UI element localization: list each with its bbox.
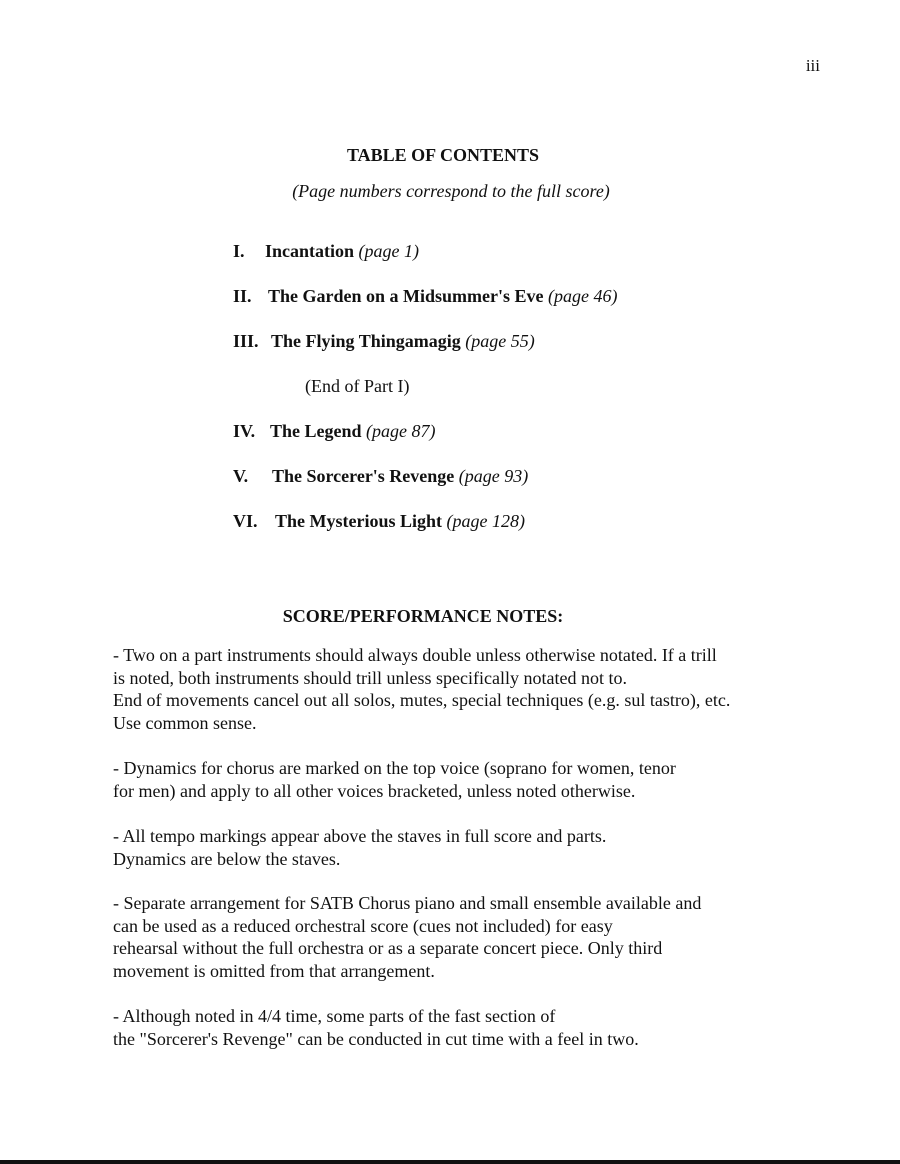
toc-entry-6	[233, 511, 525, 532]
page-bottom-border	[0, 1160, 900, 1164]
toc-part-end-note: (End of Part I)	[305, 376, 410, 396]
toc-title: TABLE OF CONTENTS	[346, 145, 540, 165]
note-line: for men) and apply to all other voices bracketed, unless noted otherwise.	[113, 780, 636, 801]
note-line: Use common sense.	[113, 712, 257, 733]
toc-entry-1	[233, 241, 419, 262]
toc-entry-numeral: II.	[233, 286, 252, 306]
toc-entry-page: (page 55)	[465, 331, 535, 351]
toc-entry-page: (page 93)	[458, 466, 529, 486]
toc-entry-page: (page 1)	[358, 241, 419, 261]
note-line: - All tempo markings appear above the staves in full score and parts.	[113, 826, 607, 846]
toc-entry-4	[233, 421, 436, 442]
note-line: movement is omitted from that arrangement.	[113, 960, 435, 981]
toc-entry-5	[233, 466, 528, 487]
toc-entry-numeral: V.	[233, 466, 249, 486]
toc-entry-numeral: VI.	[233, 511, 258, 531]
note-line: Dynamics are below the staves.	[113, 848, 341, 869]
note-line: - Dynamics for chorus are marked on the top voice (soprano for women, tenor	[113, 758, 676, 778]
toc-entry-numeral: III.	[233, 331, 259, 351]
note-paragraph-2	[113, 757, 813, 802]
notes-title: SCORE/PERFORMANCE NOTES:	[282, 606, 564, 626]
toc-entry-numeral: IV.	[233, 421, 256, 441]
toc-entry-title: The Sorcerer's Revenge	[272, 466, 455, 486]
toc-entry-page: (page 87)	[366, 421, 436, 441]
note-line: the "Sorcerer's Revenge" can be conducted in cut time with a feel in two.	[113, 1028, 639, 1049]
toc-entry-title: The Legend	[270, 421, 362, 441]
toc-entry-title: The Garden on a Midsummer's Eve	[268, 286, 544, 306]
toc-entry-page: (page 128)	[446, 511, 525, 531]
note-paragraph-5	[113, 1005, 813, 1050]
toc-entry-title: The Mysterious Light	[275, 511, 443, 531]
page-number: iii	[805, 56, 820, 75]
note-line: is noted, both instruments should trill unless specifically notated not to.	[113, 667, 627, 688]
note-line: - Two on a part instruments should always double unless otherwise notated. If a trill	[113, 645, 717, 665]
note-paragraph-1	[113, 644, 813, 734]
toc-subtitle: (Page numbers correspond to the full score)	[292, 181, 610, 201]
note-line: - Separate arrangement for SATB Chorus piano and small ensemble available and	[113, 893, 702, 913]
note-line: can be used as a reduced orchestral score (cues not included) for easy	[113, 915, 613, 936]
note-paragraph-4	[113, 892, 813, 982]
note-paragraph-3	[113, 825, 813, 870]
toc-entry-3	[233, 331, 535, 352]
toc-entry-numeral: I.	[233, 241, 245, 261]
toc-entry-title: The Flying Thingamagig	[271, 331, 461, 351]
toc-entry-2	[233, 286, 618, 307]
toc-entry-page: (page 46)	[548, 286, 618, 306]
note-line: rehearsal without the full orchestra or as a separate concert piece. Only third	[113, 938, 663, 958]
note-line: End of movements cancel out all solos, mutes, special techniques (e.g. sul tastro), etc.	[113, 690, 731, 710]
note-line: - Although noted in 4/4 time, some parts of the fast section of	[113, 1006, 556, 1026]
toc-entry-title: Incantation	[265, 241, 355, 261]
